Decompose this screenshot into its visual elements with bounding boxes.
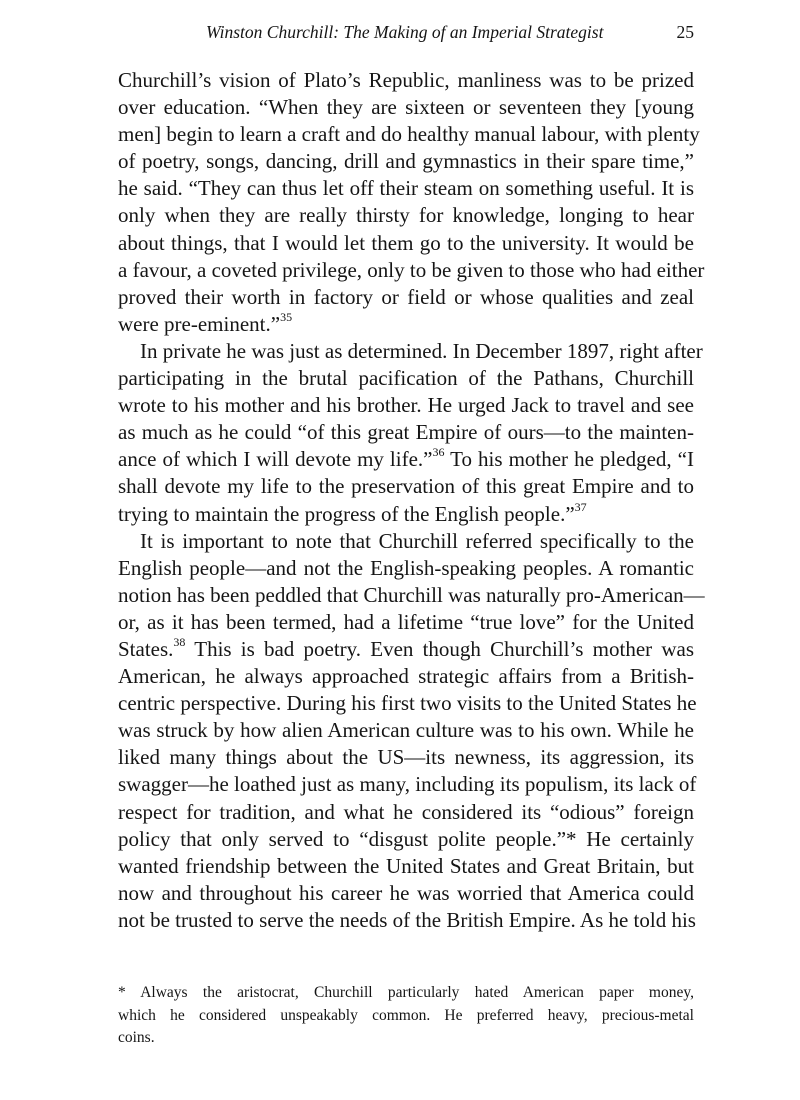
endnote-marker: 37 — [574, 499, 587, 514]
text-line — [118, 771, 697, 798]
paragraph — [118, 338, 703, 528]
line-text: about things, that I would let them go to the university. It would be — [118, 230, 694, 255]
line-text: American, he always approached strategic affairs from a British- — [118, 664, 694, 689]
line-text: trying to maintain the progress of the English people.” — [118, 501, 575, 526]
text-line — [118, 717, 694, 744]
text-line — [118, 880, 694, 907]
endnote-marker: 35 — [280, 309, 293, 324]
line-text: he said. “They can thus let off their steam on something useful. It is — [118, 176, 694, 201]
footnote-line: * Always the aristocrat, Churchill particularly hated American paper money, — [118, 984, 694, 1001]
endnote-marker: 36 — [432, 445, 445, 460]
text-line — [118, 744, 694, 771]
line-text: shall devote my life to the preservation of this great Empire and to — [118, 474, 694, 499]
line-text: notion has been peddled that Churchill was naturally pro-American— — [118, 582, 705, 607]
text-line — [118, 582, 705, 609]
line-text-continued: To his mother he pledged, “I — [444, 447, 694, 472]
text-line — [118, 392, 694, 419]
endnote-marker: 38 — [173, 634, 186, 649]
line-text: not be trusted to serve the needs of the British Empire. As he told his — [118, 907, 696, 932]
footnote — [118, 982, 694, 1050]
line-text: wanted friendship between the United States and Great Britain, but — [118, 853, 694, 878]
page-number: 25 — [676, 22, 694, 42]
text-line — [118, 799, 694, 826]
text-line — [118, 501, 694, 528]
text-line — [118, 284, 694, 311]
line-text: over education. “When they are sixteen or seventeen they [young — [118, 95, 694, 120]
text-line — [118, 555, 694, 582]
text-line — [118, 446, 694, 473]
text-line — [118, 853, 694, 880]
line-text: only when they are really thirsty for knowledge, longing to hear — [118, 203, 694, 228]
text-line — [118, 230, 694, 257]
text-line — [118, 257, 705, 284]
line-text: English people—and not the English-speaking peoples. A romantic — [118, 555, 694, 580]
line-text-continued: This is bad poetry. Even though Churchill’s mother was — [185, 636, 694, 661]
line-text: respect for tradition, and what he considered its “odious” foreign — [118, 799, 694, 824]
text-line — [118, 907, 694, 934]
footnote-line: coins. — [118, 1029, 155, 1046]
line-text: now and throughout his career he was worried that America could — [118, 880, 694, 905]
text-line — [118, 365, 694, 392]
text-line — [118, 67, 694, 94]
line-text: men] begin to learn a craft and do healthy manual labour, with plenty — [118, 122, 700, 147]
text-line — [118, 663, 694, 690]
text-line — [118, 121, 700, 148]
running-title: Winston Churchill: The Making of an Imperial Strategist — [206, 22, 604, 42]
line-text: a favour, a coveted privilege, only to be given to those who had either — [118, 257, 705, 282]
text-line — [118, 419, 694, 446]
line-text: or, as it has been termed, had a lifetime “true love” for the United — [118, 609, 694, 634]
text-line — [118, 175, 694, 202]
line-text: centric perspective. During his first two visits to the United States he — [118, 691, 697, 716]
text-line — [118, 338, 703, 365]
running-header — [118, 22, 694, 50]
line-text: participating in the brutal pacification of the Pathans, Churchill — [118, 366, 694, 391]
text-line — [118, 636, 694, 663]
line-text: was struck by how alien American culture was to his own. While he — [118, 718, 694, 743]
text-line — [118, 528, 694, 555]
line-text: were pre-eminent.” — [118, 311, 281, 336]
paragraph — [118, 67, 705, 338]
line-text: swagger—he loathed just as many, including its populism, its lack of — [118, 772, 697, 797]
line-text: It is important to note that Churchill referred specifically to the — [140, 528, 694, 553]
line-text: Churchill’s vision of Plato’s Republic, manliness was to be prized — [118, 68, 694, 92]
line-text: States. — [118, 636, 174, 661]
line-text: of poetry, songs, dancing, drill and gymnastics in their spare time,” — [118, 149, 694, 174]
line-text: as much as he could “of this great Empire of ours—to the mainten- — [118, 420, 694, 445]
paragraph — [118, 528, 705, 934]
line-text: proved their worth in factory or field or whose qualities and zeal — [118, 284, 694, 309]
text-line — [118, 609, 694, 636]
line-text: policy that only served to “disgust polite people.”* He certainly — [118, 826, 694, 851]
text-line — [118, 94, 694, 121]
line-text: In private he was just as determined. In December 1897, right after — [140, 338, 703, 363]
text-line — [118, 826, 694, 853]
footnote-line: which he considered unspeakably common. He preferred heavy, precious-metal — [118, 1006, 694, 1024]
text-line — [118, 148, 694, 175]
text-line — [118, 473, 694, 500]
line-text: wrote to his mother and his brother. He urged Jack to travel and see — [118, 393, 694, 418]
body-text — [118, 67, 705, 934]
text-line — [118, 202, 694, 229]
line-text: ance of which I will devote my life.” — [118, 447, 433, 472]
line-text: liked many things about the US—its newness, its aggression, its — [118, 745, 694, 770]
text-line — [118, 690, 697, 717]
text-line — [118, 311, 694, 338]
